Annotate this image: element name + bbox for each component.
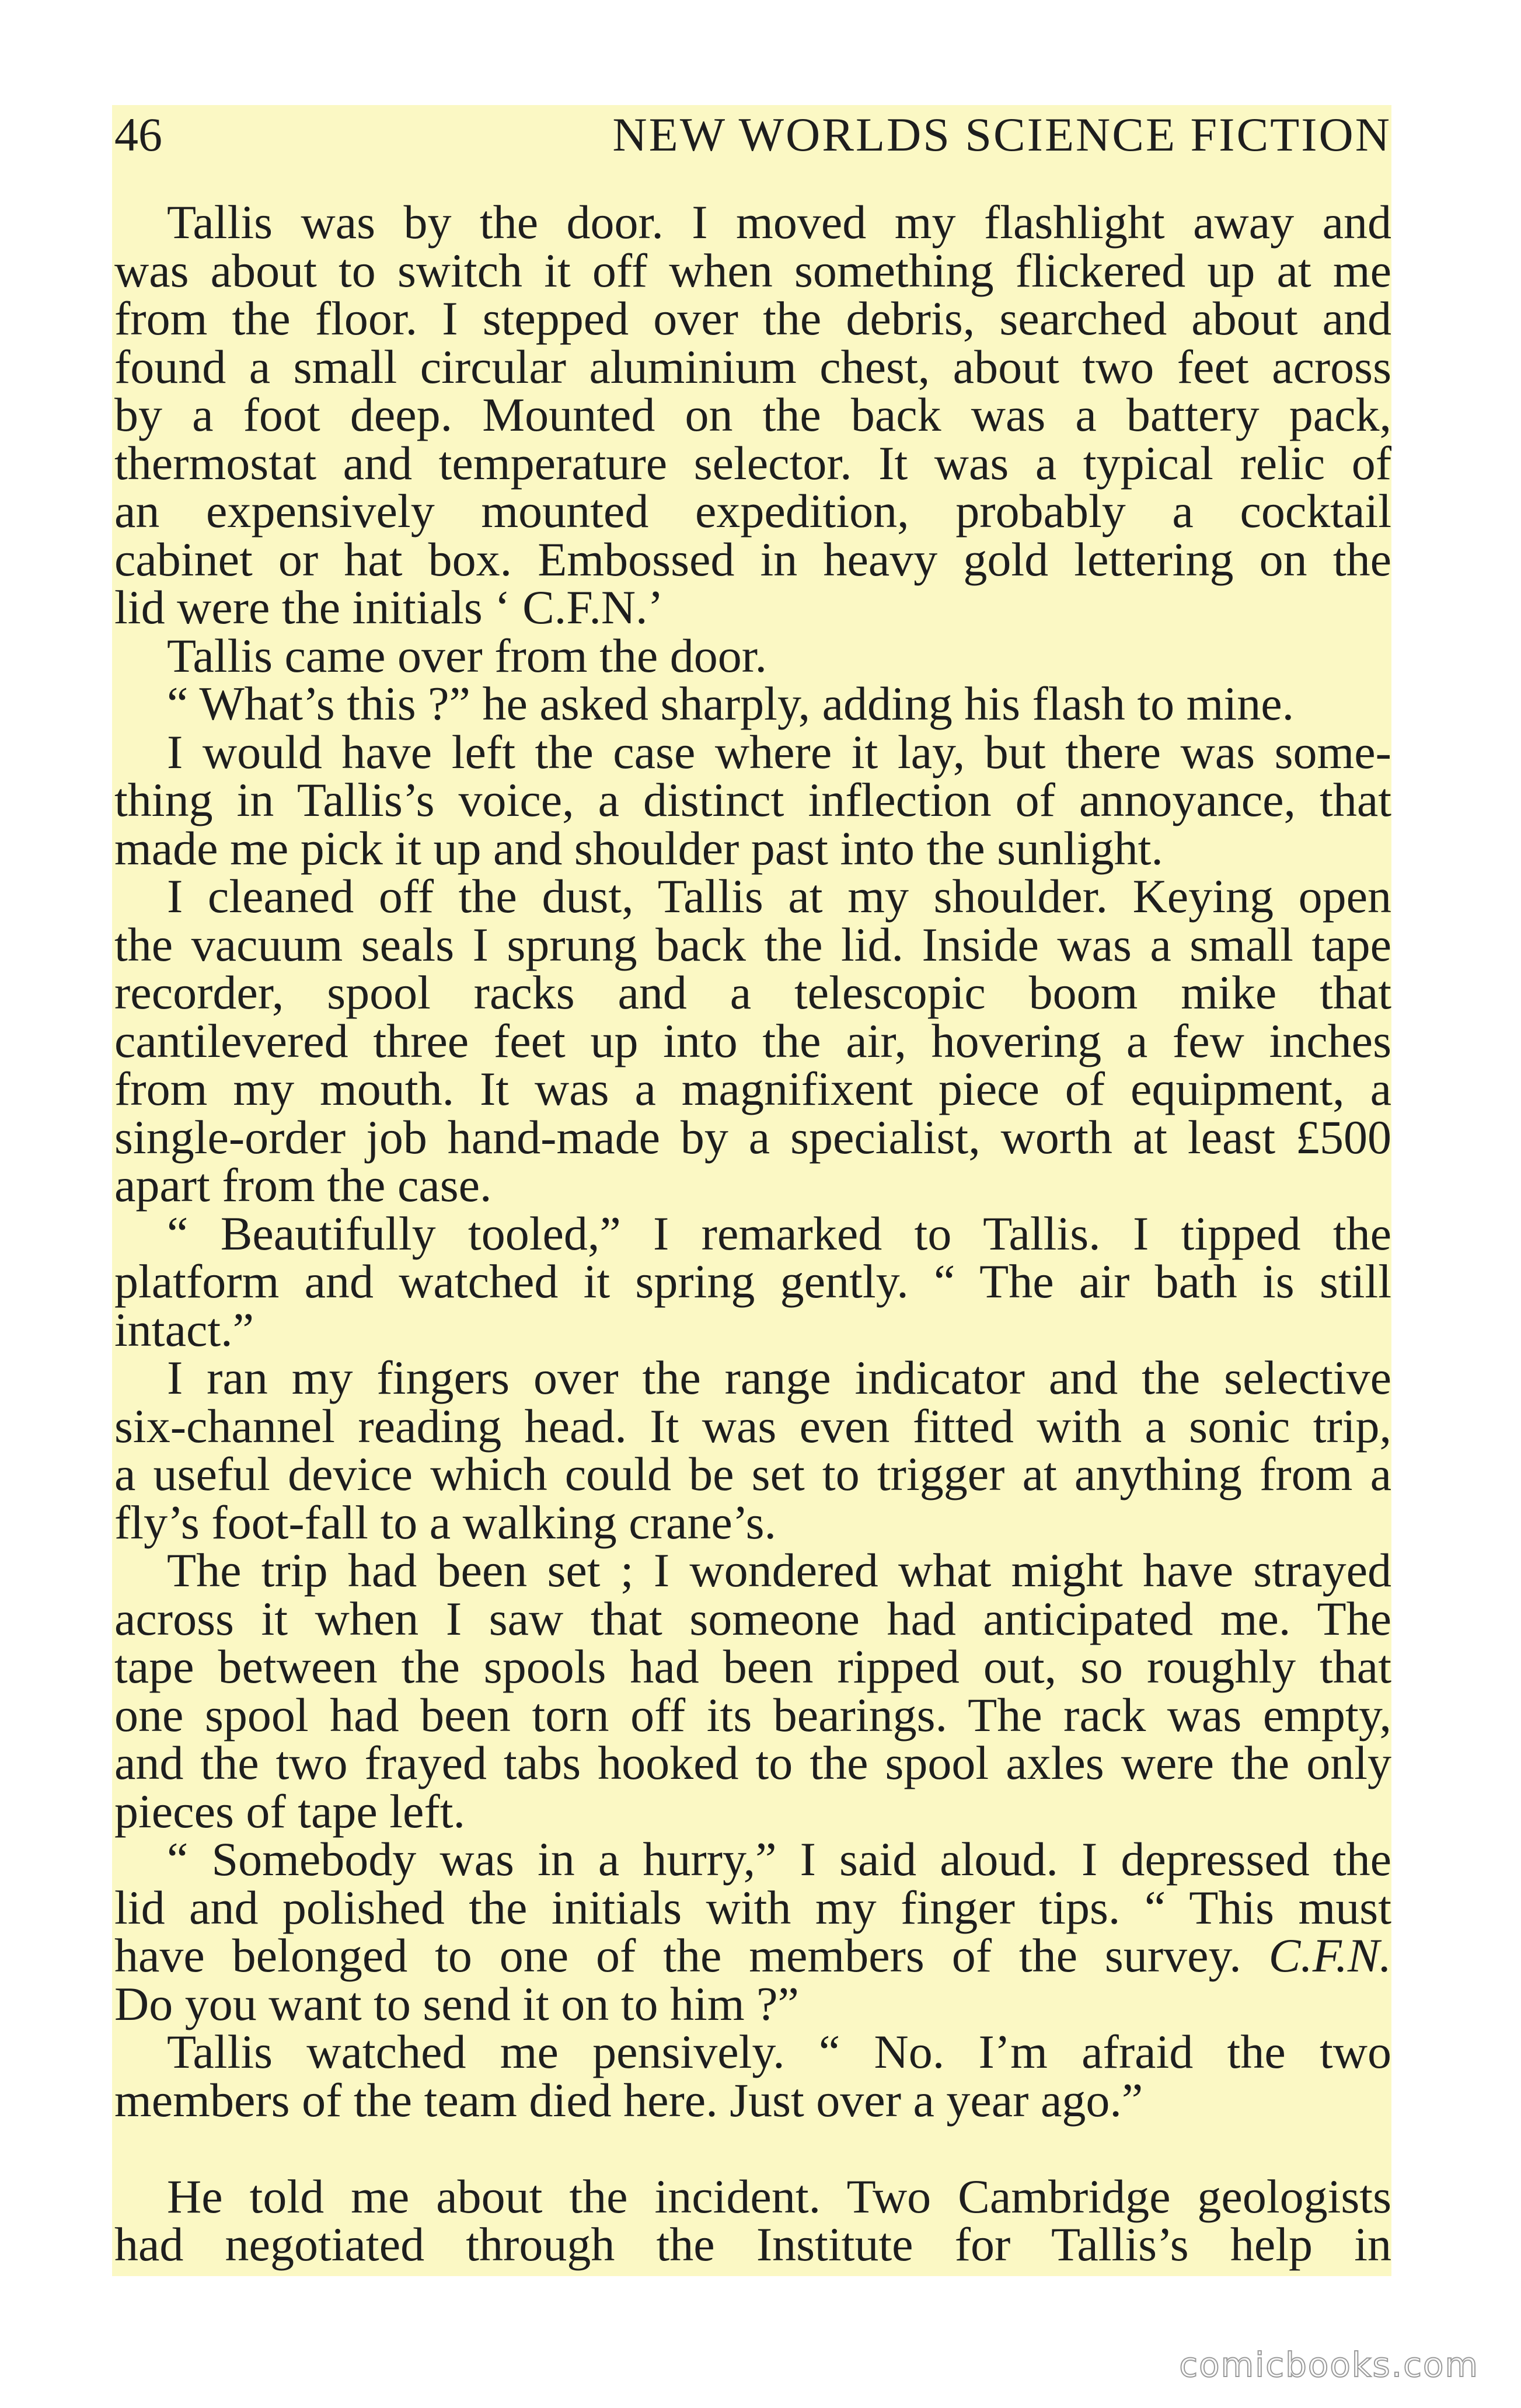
- text-line: [114, 1835, 1391, 1884]
- text-line: [114, 243, 1391, 297]
- text-line-content: The trip had been set ; I wondered what might have strayed: [167, 1544, 1391, 1597]
- text-line: [114, 484, 1391, 538]
- watermark-logo: comicbooks.com: [1179, 2345, 1479, 2385]
- text-line: [114, 1014, 1391, 1067]
- text-line-content: lid were the initials ‘ C.F.N.’: [114, 581, 664, 634]
- text-line-content: I would have left the case where it lay, but there was some-: [167, 725, 1391, 779]
- text-line-content: and the two frayed tabs hooked to the spool axles were the only: [114, 1736, 1391, 1789]
- text-line: [114, 1062, 1391, 1115]
- text-line: [114, 1640, 1391, 1693]
- text-line-content: “ What’s this ?” he asked sharply, adding his flash to mine.: [167, 677, 1295, 730]
- text-line-content: pieces of tape left.: [114, 1784, 466, 1838]
- text-line: [114, 1495, 1391, 1549]
- text-line-content: recorder, spool racks and a telescopic boom mike that: [114, 966, 1391, 1019]
- text-line-content: Do you want to send it on to him ?”: [114, 1977, 799, 2030]
- running-head: NEW WORLDS SCIENCE FICTION: [612, 108, 1391, 161]
- text-line-content: one spool had been torn off its bearings. The rack was empty,: [114, 1688, 1391, 1742]
- text-line-content: fly’s foot-fall to a walking crane’s.: [114, 1495, 776, 1549]
- text-line: [114, 1929, 1392, 1982]
- text-line: [114, 292, 1391, 345]
- text-line: [114, 1351, 1391, 1404]
- text-line: [114, 388, 1391, 441]
- text-line-content: have belonged to one of the members of the survey.: [114, 1929, 1241, 1982]
- text-line: [114, 1206, 1391, 1260]
- text-line-content: found a small circular aluminium chest, about two feet across: [114, 340, 1391, 393]
- text-line-content: “ Somebody was in a hurry,” I said aloud. I depressed the: [167, 1833, 1391, 1886]
- text-line-content: members of the team died here. Just over a year ago.”: [114, 2073, 1143, 2127]
- text-line: [114, 1784, 1391, 1838]
- text-line-content: by a foot deep. Mounted on the back was a battery pack,: [114, 388, 1391, 441]
- text-line: [114, 1688, 1391, 1742]
- italic-initials: C.F.N.: [1268, 1929, 1392, 1982]
- text-line: [114, 917, 1391, 971]
- text-line: [114, 773, 1391, 826]
- text-line-content: an expensively mounted expedition, probably a cocktail: [114, 484, 1391, 538]
- text-line: [114, 1255, 1391, 1308]
- text-line: [114, 1880, 1391, 1934]
- text-line-content: cabinet or hat box. Embossed in heavy gold lettering on the: [114, 532, 1391, 586]
- text-line: [114, 532, 1391, 586]
- text-line-content: lid and polished the initials with my finger tips. “ This must: [114, 1880, 1391, 1934]
- text-line-content: Tallis came over from the door.: [167, 629, 768, 682]
- text-line: [114, 870, 1391, 923]
- text-line-content: thermostat and temperature selector. It was a typical relic of: [114, 436, 1391, 490]
- text-line-content: platform and watched it spring gently. “ The air bath is still: [114, 1255, 1391, 1308]
- text-line: [114, 2169, 1391, 2223]
- text-line: [114, 340, 1391, 393]
- text-line: [114, 1736, 1391, 1789]
- text-line: [114, 677, 1391, 730]
- text-line: [114, 1977, 1391, 2030]
- text-line: [114, 198, 1391, 247]
- text-line: [114, 966, 1391, 1019]
- text-line-content: apart from the case.: [114, 1158, 492, 1212]
- text-line-content: the vacuum seals I sprung back the lid. Inside was a small tape: [114, 917, 1391, 971]
- text-line-content: from the floor. I stepped over the debris, searched about and: [114, 292, 1391, 345]
- text-line: [114, 1592, 1391, 1645]
- text-line-content: intact.”: [114, 1303, 254, 1356]
- text-line: [114, 1110, 1391, 1164]
- page-number: 46: [114, 108, 162, 161]
- text-line-content: “ Beautifully tooled,” I remarked to Tallis. I tipped the: [167, 1206, 1391, 1260]
- text-line-content: had negotiated through the Institute for Tallis’s help in: [114, 2218, 1391, 2271]
- text-line: [114, 1399, 1391, 1453]
- text-line-content: I cleaned off the dust, Tallis at my shoulder. Keying open: [167, 870, 1391, 923]
- text-line: [114, 2025, 1391, 2078]
- text-line-content: thing in Tallis’s voice, a distinct inflection of annoyance, that: [114, 773, 1391, 826]
- text-line: [114, 436, 1391, 490]
- text-line-content: from my mouth. It was a magnifixent piece of equipment, a: [114, 1062, 1391, 1115]
- text-line-content: six-channel reading head. It was even fitted with a sonic trip,: [114, 1399, 1391, 1453]
- text-line: [114, 629, 1391, 682]
- text-line-content: made me pick it up and shoulder past into the sunlight.: [114, 821, 1163, 875]
- text-line: [114, 2218, 1391, 2271]
- text-line: [114, 1447, 1391, 1500]
- text-line: [114, 581, 1391, 634]
- text-line-content: He told me about the incident. Two Cambridge geologists: [167, 2169, 1391, 2223]
- page-header: [114, 103, 1391, 167]
- text-line-content: tape between the spools had been ripped out, so roughly that: [114, 1640, 1391, 1693]
- text-line-content: single-order job hand-made by a specialist, worth at least £500: [114, 1110, 1391, 1164]
- text-line: [114, 1544, 1391, 1597]
- text-line: [114, 821, 1391, 875]
- text-line: [114, 2073, 1391, 2127]
- story-text: [114, 198, 1391, 2269]
- text-line: [114, 725, 1391, 779]
- paragraph-gap: [114, 2124, 1391, 2173]
- text-line-content: Tallis was by the door. I moved my flashlight away and: [167, 196, 1391, 249]
- text-line: [114, 1158, 1391, 1212]
- text-line-content: Tallis watched me pensively. “ No. I’m afraid the two: [167, 2025, 1391, 2078]
- text-line-content: was about to switch it off when something flickered up at me: [114, 243, 1391, 297]
- text-line-content: I ran my fingers over the range indicator and the selective: [167, 1351, 1391, 1404]
- text-line-content: cantilevered three feet up into the air, hovering a few inches: [114, 1014, 1391, 1067]
- text-line-content: across it when I saw that someone had anticipated me. The: [114, 1592, 1391, 1645]
- text-line-content: a useful device which could be set to trigger at anything from a: [114, 1447, 1391, 1500]
- text-line: [114, 1303, 1391, 1356]
